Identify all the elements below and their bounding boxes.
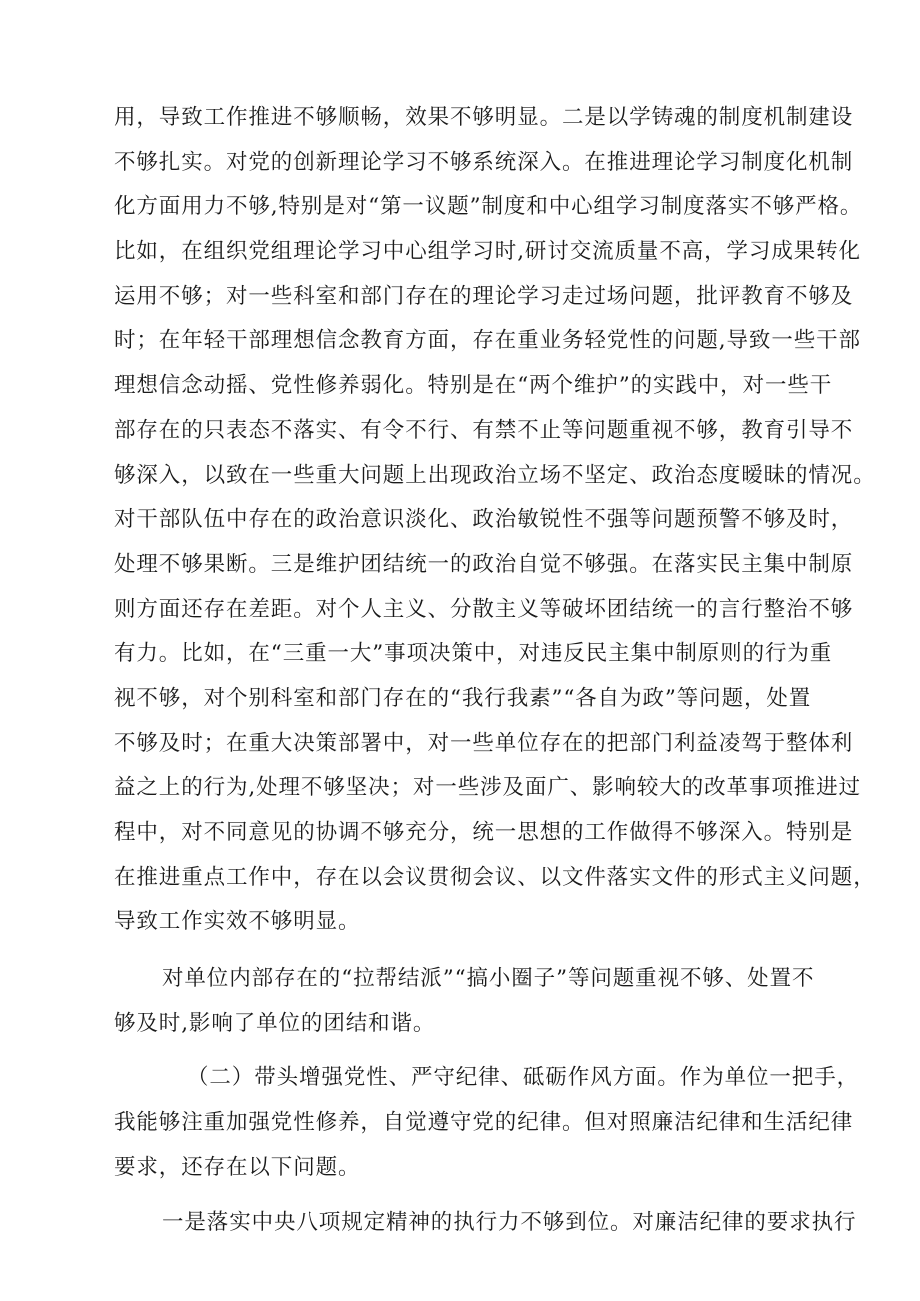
text-line: 则方面还存在差距。对个人主义、分散主义等破坏团结统一的言行整治不够 <box>114 596 854 622</box>
text-line: 益之上的行为,处理不够坚决；对一些涉及面广、影响较大的改革事项推进过 <box>114 775 861 801</box>
text-line: 对干部队伍中存在的政治意识淡化、政治敏锐性不强等问题预警不够及时， <box>114 507 854 533</box>
text-line: 有力。比如，在“三重一大”事项决策中，对违反民主集中制原则的行为重 <box>114 641 833 667</box>
text-line: 不够扎实。对党的创新理论学习不够系统深入。在推进理论学习制度化机制 <box>114 149 854 175</box>
text-line: 用，导致工作推进不够顺畅，效果不够明显。二是以学铸魂的制度机制建设 <box>114 105 854 130</box>
text-line: 程中，对不同意见的协调不够充分，统一思想的工作做得不够深入。特别是 <box>114 820 854 845</box>
text-line: 比如，在组织党组理论学习中心组学习时,研讨交流质量不高，学习成果转化 <box>114 239 861 265</box>
text-line: 不够及时；在重大决策部署中，对一些单位存在的把部门利益凌驾于整体利 <box>114 730 854 756</box>
text-line: 运用不够；对一些科室和部门存在的理论学习走过场问题，批评教育不够及 <box>114 283 854 309</box>
text-line: 够深入，以致在一些重大问题上出现政治立场不坚定、政治态度暧昧的情况。 <box>114 462 876 488</box>
text-line: 处理不够果断。三是维护团结统一的政治自觉不够强。在落实民主集中制原 <box>114 551 854 577</box>
text-line: 时；在年轻干部理想信念教育方面，存在重业务轻党性的问题,导致一些干部 <box>114 328 861 354</box>
text-line: 视不够，对个别科室和部门存在的“我行我素”“各自为政”等问题，处置 <box>114 685 812 711</box>
text-line: 导致工作实效不够明显。 <box>114 909 361 935</box>
text-line: 够及时,影响了单位的团结和谐。 <box>114 1010 436 1036</box>
paragraph-first-line: 一是落实中央八项规定精神的执行力不够到位。对廉洁纪律的要求执行 <box>162 1209 857 1235</box>
section-heading-line: （二）带头增强党性、严守纪律、砥砺作风方面。作为单位一把手， <box>187 1065 860 1091</box>
text-line: 在推进重点工作中，存在以会议贯彻会议、以文件落实文件的形式主义问题， <box>114 864 876 890</box>
text-line: 部存在的只表态不落实、有令不行、有禁不止等问题重视不够，教育引导不 <box>114 417 854 443</box>
paragraph-first-line: 对单位内部存在的“拉帮结派”“搞小圈子”等问题重视不够、处置不 <box>162 966 815 992</box>
text-line: 我能够注重加强党性修养，自觉遵守党的纪律。但对照廉洁纪律和生活纪律 <box>114 1110 854 1136</box>
text-line: 理想信念动摇、党性修养弱化。特别是在“两个维护”的实践中，对一些干 <box>114 373 833 399</box>
text-line: 化方面用力不够,特别是对“第一议题”制度和中心组学习制度落实不够严格。 <box>114 194 863 220</box>
text-line: 要求，还存在以下问题。 <box>114 1154 361 1180</box>
